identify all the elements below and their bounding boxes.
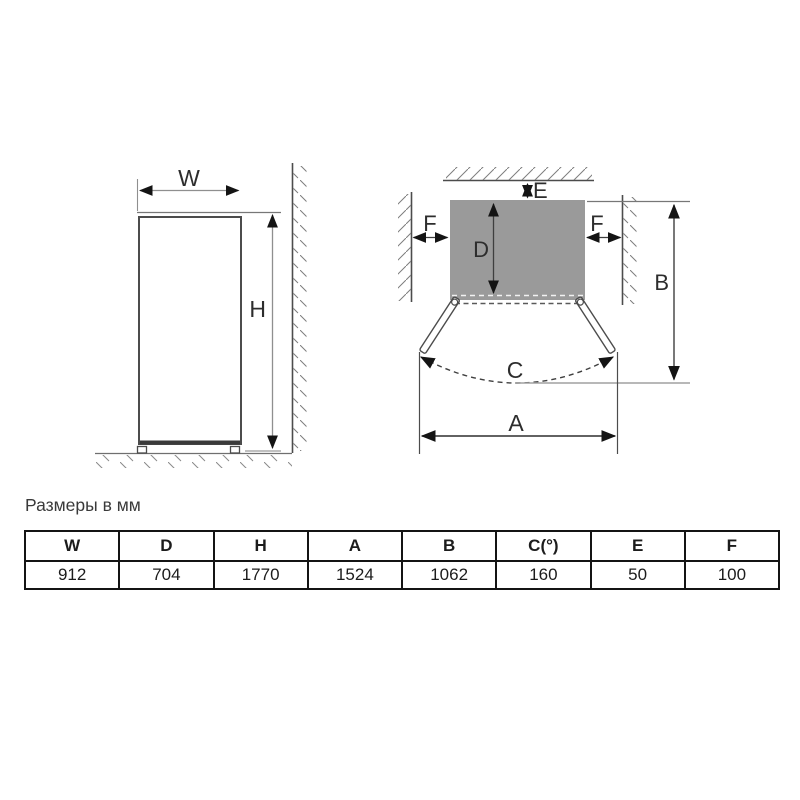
front-height-label: H: [249, 296, 266, 322]
table-value-cell-w: 912: [25, 561, 119, 589]
table-value-cell-b: 1062: [402, 561, 496, 589]
table-header-cell-a: A: [308, 531, 402, 561]
fridge-top-outline: [450, 200, 585, 300]
fridge-left-foot: [138, 447, 147, 454]
table-value-cell-f: 100: [685, 561, 779, 589]
front-view-diagram: [95, 163, 307, 468]
top-view-diagram: [398, 167, 690, 454]
dimensions-table: [24, 530, 780, 590]
side-gap-right-label: F: [590, 211, 604, 236]
side-gap-left-label: F: [423, 211, 437, 236]
table-header-cell-w: W: [25, 531, 119, 561]
right-wall-hatching: [624, 197, 637, 304]
table-header-cell-d: D: [119, 531, 213, 561]
front-width-label: W: [178, 165, 200, 191]
table-value-cell-d: 704: [119, 561, 213, 589]
table-header-cell-b: B: [402, 531, 496, 561]
table-value-cell-e: 50: [591, 561, 685, 589]
fridge-right-foot: [231, 447, 240, 454]
table-header-cell-f: F: [685, 531, 779, 561]
table-header-cell-e: E: [591, 531, 685, 561]
table-value-cell-h: 1770: [214, 561, 308, 589]
table-header-row: [25, 531, 779, 561]
left-wall-hatching: [398, 194, 411, 301]
front-wall-hatching: [294, 166, 307, 451]
table-header-cell-c: C(°): [496, 531, 590, 561]
caption: Размеры в мм: [25, 495, 141, 515]
table-value-cell-c: 160: [496, 561, 590, 589]
back-wall-hatching: [446, 167, 592, 180]
floor-hatching: [96, 455, 292, 468]
total-width-label: A: [508, 410, 524, 436]
door-swing-label: C: [506, 357, 524, 383]
depth-label: D: [473, 237, 489, 262]
right-door-open: [575, 296, 616, 353]
left-door-open: [419, 296, 460, 353]
fridge-front-outline: [139, 217, 241, 444]
back-gap-label: E: [533, 178, 548, 203]
table-header-cell-h: H: [214, 531, 308, 561]
table-value-cell-a: 1524: [308, 561, 402, 589]
table-value-row: [25, 561, 779, 589]
total-depth-label: B: [654, 270, 669, 295]
